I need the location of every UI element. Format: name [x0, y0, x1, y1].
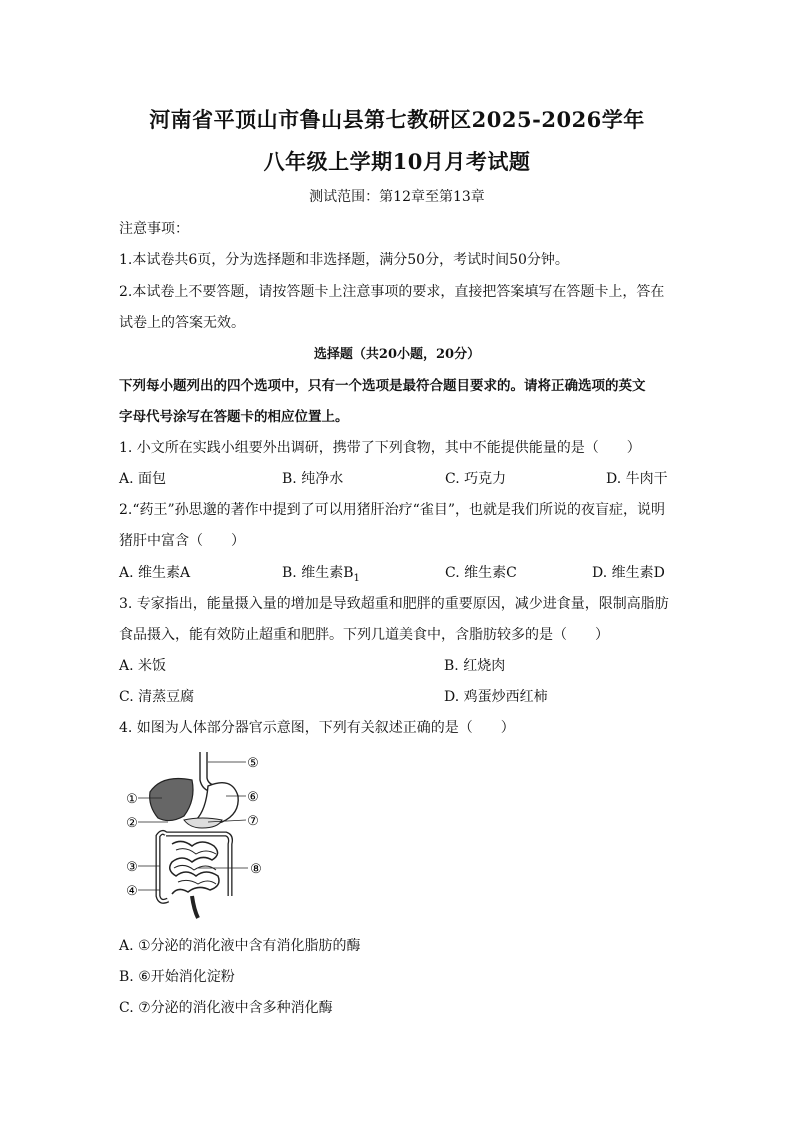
question-2-option-b — [282, 562, 360, 584]
question-1-option-b: B. 纯净水 — [282, 471, 344, 487]
exam-title-line1: 河南省平顶山市鲁山县第七教研区2025-2026学年 — [149, 107, 645, 132]
notice-item-2-line1: 2.本试卷上不要答题，请按答题卡上注意事项的要求，直接把答案填写在答题卡上，答在 — [119, 284, 665, 300]
question-4-option-b: B. ⑥开始消化淀粉 — [119, 969, 235, 985]
label-8: ⑧ — [250, 862, 262, 877]
question-2-option-a: A. 维生素A — [119, 565, 191, 581]
question-3-stem-line1: 3. 专家指出，能量摄入量的增加是导致超重和肥胖的重要原因，减少进食量，限制高脂肪 — [119, 596, 669, 612]
digestive-system-diagram — [122, 750, 272, 920]
notice-heading: 注意事项： — [119, 221, 189, 237]
question-3-option-c: C. 清蒸豆腐 — [119, 689, 195, 705]
question-3-option-a: A. 米饭 — [119, 658, 167, 674]
exam-title-line2: 八年级上学期10月月考试题 — [263, 149, 531, 174]
question-2-option-b-text: B. 维生素B — [282, 565, 354, 581]
section-title: 选择题（共20小题，20分） — [313, 347, 481, 362]
question-3-option-d: D. 鸡蛋炒西红柿 — [444, 689, 548, 705]
label-6: ⑥ — [247, 790, 259, 805]
test-scope: 测试范围：第12章至第13章 — [309, 189, 485, 205]
label-4: ④ — [126, 884, 138, 899]
rectum-shape — [192, 896, 198, 918]
liver-shape — [150, 779, 193, 821]
label-7: ⑦ — [247, 814, 259, 829]
question-4-option-a: A. ①分泌的消化液中含有消化脂肪的酶 — [119, 938, 361, 954]
question-1-stem: 1. 小文所在实践小组要外出调研，携带了下列食物，其中不能提供能量的是（ ） — [119, 440, 641, 456]
question-2-option-d: D. 维生素D — [592, 565, 665, 581]
question-2-stem-line2: 猪肝中富含（ ） — [119, 533, 245, 549]
question-2-stem-line1: 2.“药王”孙思邈的著作中提到了可以用猪肝治疗“雀目”，也就是我们所说的夜盲症，说明 — [119, 502, 665, 518]
question-4-option-c: C. ⑦分泌的消化液中含多种消化酶 — [119, 1000, 333, 1016]
question-3-option-b: B. 红烧肉 — [444, 658, 506, 674]
label-1: ① — [126, 792, 138, 807]
question-1-option-c: C. 巧克力 — [445, 471, 507, 487]
notice-item-1: 1.本试卷共6页，分为选择题和非选择题，满分50分，考试时间50分钟。 — [119, 252, 569, 268]
esophagus-shape — [207, 752, 216, 786]
question-1-option-a: A. 面包 — [119, 471, 167, 487]
question-1-option-d: D. 牛肉干 — [606, 471, 668, 487]
small-intestine-shape — [174, 849, 216, 884]
notice-item-2-line2: 试卷上的答案无效。 — [119, 315, 245, 331]
label-2: ② — [126, 816, 138, 831]
question-3-stem-line2: 食品摄入，能有效防止超重和肥胖。下列几道美食中，含脂肪较多的是（ ） — [119, 627, 609, 643]
section-instruction-line2: 字母代号涂写在答题卡的相应位置上。 — [119, 409, 349, 425]
label-5: ⑤ — [247, 756, 259, 771]
question-2-option-b-subscript: 1 — [353, 572, 360, 584]
label-3: ③ — [126, 860, 138, 875]
large-intestine-shape — [158, 832, 168, 901]
question-2-option-c: C. 维生素C — [445, 565, 517, 581]
question-4-stem: 4. 如图为人体部分器官示意图，下列有关叙述正确的是（ ） — [119, 720, 515, 736]
pancreas-shape — [184, 818, 222, 828]
section-instruction-line1: 下列每小题列出的四个选项中，只有一个选项是最符合题目要求的。请将正确选项的英文 — [119, 378, 646, 394]
